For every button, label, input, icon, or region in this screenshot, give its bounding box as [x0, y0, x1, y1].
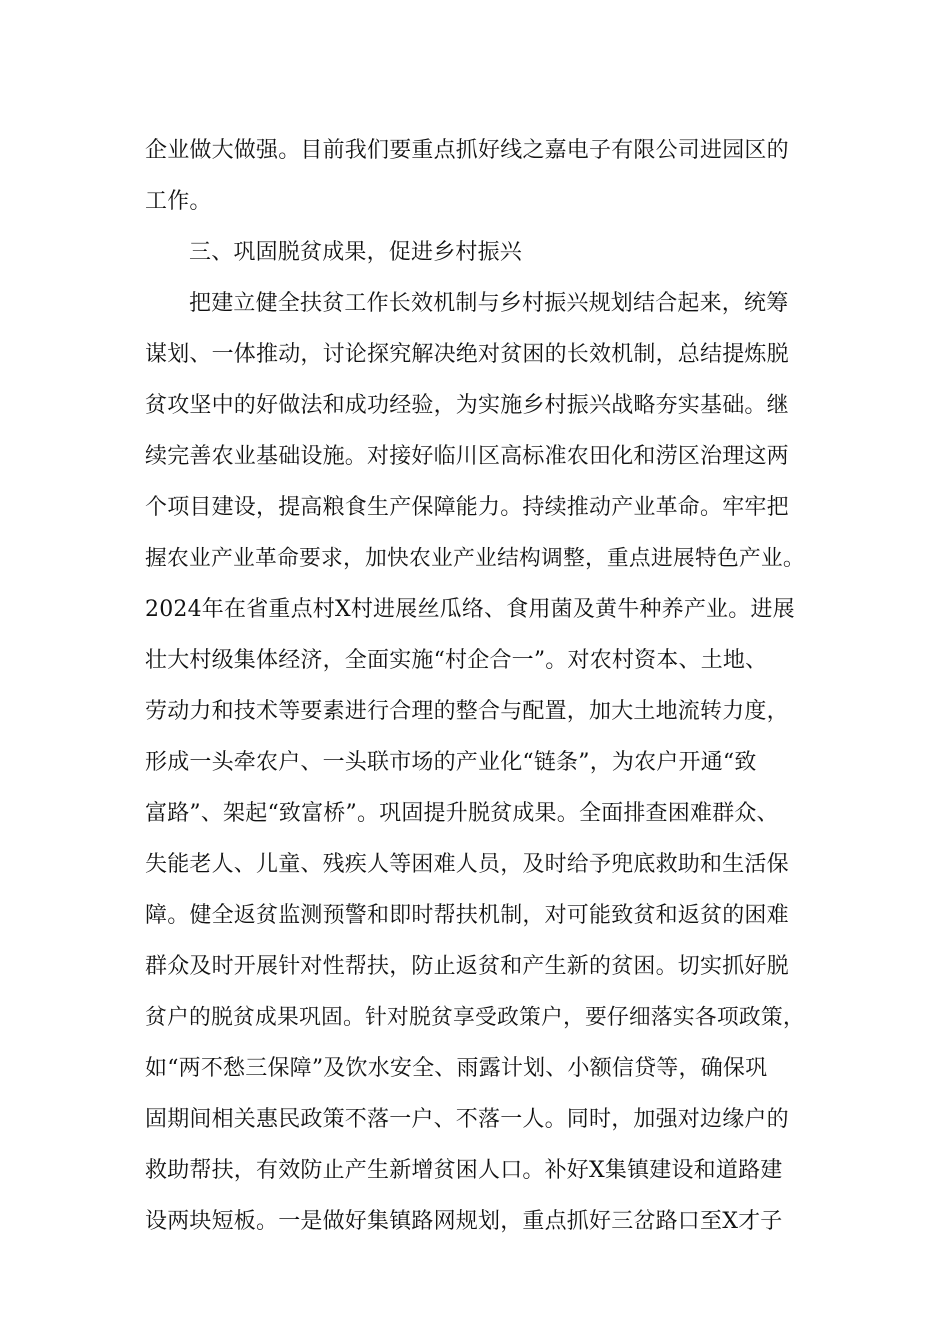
text-line: 群众及时开展针对性帮扶，防止返贫和产生新的贫困。切实抓好脱: [145, 954, 789, 979]
text-line: 个项目建设，提高粮食生产保障能力。持续推动产业革命。牢牢把: [145, 495, 789, 520]
paragraph-first-line: 把建立健全扶贫工作长效机制与乡村振兴规划结合起来，统筹: [189, 291, 789, 316]
text-line: 形成一头牵农户、一头联市场的产业化“链条”，为农户开通“致: [145, 750, 757, 775]
text-line: 障。健全返贫监测预警和即时帮扶机制，对可能致贫和返贫的困难: [145, 903, 789, 928]
text-line: 失能老人、儿童、残疾人等困难人员，及时给予兜底救助和生活保: [145, 852, 789, 877]
text-line: 续完善农业基础设施。对接好临川区高标准农田化和涝区治理这两: [145, 444, 789, 469]
text-line: 救助帮扶，有效防止产生新增贫困人口。补好X集镇建设和道路建: [145, 1158, 783, 1183]
text-line: 贫户的脱贫成果巩固。针对脱贫享受政策户，要仔细落实各项政策，: [145, 1005, 805, 1030]
text-line: 贫攻坚中的好做法和成功经验，为实施乡村振兴战略夯实基础。继: [145, 393, 789, 418]
text-line: 如“两不愁三保障”及饮水安全、雨露计划、小额信贷等，确保巩: [145, 1056, 768, 1081]
section-heading: 三、巩固脱贫成果，促进乡村振兴: [189, 240, 523, 265]
text-line: 劳动力和技术等要素进行合理的整合与配置，加大土地流转力度，: [145, 699, 789, 724]
text-line: 设两块短板。一是做好集镇路网规划，重点抓好三岔路口至X才子: [145, 1209, 783, 1234]
text-line: 谋划、一体推动，讨论探究解决绝对贫困的长效机制，总结提炼脱: [145, 342, 789, 367]
text-line: 固期间相关惠民政策不落一户、不落一人。同时，加强对边缘户的: [145, 1107, 789, 1132]
text-line: 壮大村级集体经济，全面实施“村企合一”。对农村资本、土地、: [145, 648, 768, 673]
text-line: 工作。: [145, 189, 212, 214]
text-line: 富路”、架起“致富桥”。巩固提升脱贫成果。全面排查困难群众、: [145, 801, 779, 826]
text-line: 企业做大做强。目前我们要重点抓好线之嘉电子有限公司进园区的: [145, 138, 789, 163]
text-line: 握农业产业革命要求，加快农业产业结构调整，重点进展特色产业。: [145, 546, 805, 571]
text-line: 2024年在省重点村X村进展丝瓜络、食用菌及黄牛种养产业。进展: [145, 597, 795, 622]
